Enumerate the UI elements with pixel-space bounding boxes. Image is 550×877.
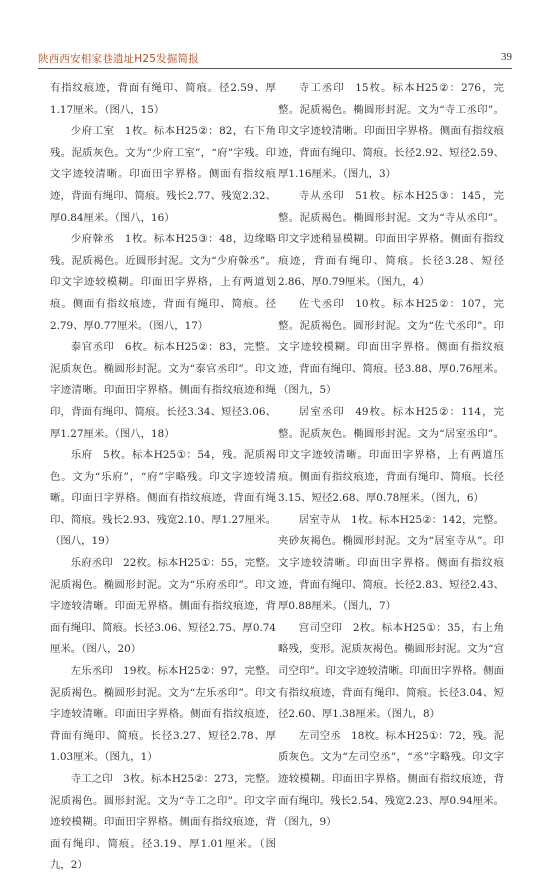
running-header xyxy=(38,48,512,69)
entry-text: 3枚。标本H25②：273，完整。泥质褐色。圆形封泥。文为“寺工之印”。印文字迹较模糊。印面田字界格。侧面有指纹痕迹，背面有绳印、简痕。径3.19、厚1.01厘米。（图九，2） xyxy=(50,773,276,872)
entry-text: 5枚。标本H25①：54，残。泥质褐色。文为“乐府”，“府”字略残。印文字迹较清晰。印面日字界格。侧面有指纹痕迹，背面有绳印、简痕。残长2.93、残宽2.10、厚1.27厘米。（图八，19） xyxy=(50,449,277,548)
entry-paragraph xyxy=(50,445,276,553)
journal-running-title: 陕西西安相家巷遗址H25发掘简报 xyxy=(38,53,199,65)
entry-text: 19枚。标本H25②：97，完整。泥质褐色。椭圆形封泥。文为“左乐丞印”。印文字迹较清晰。印面田字界格。侧面有指纹痕迹，背面有绳印、简痕。长径3.27、短径2.78、厚1.03厘米。（图九，1） xyxy=(50,665,276,764)
entry-text: 1枚。标本H25②：142，完整。夹砂灰褐色。椭圆形封泥。文为“居室寺从”。印文字迹较清晰。印面田字界格。侧面有指纹痕迹，背面有绳印、简痕。长径2.83、短径2.43、厚0.88厘米。（图九，7） xyxy=(278,513,504,613)
entry-text: 6枚。标本H25②：83，完整。泥质灰色。椭圆形封泥。文为“泰官丞印”。印文字迹清晰。印面田字界格。侧面有指纹痕迹和绳印，背面有绳印、简痕。长径3.34、短径3.06、厚1.27厘米。（图八，18） xyxy=(50,341,276,440)
seal-name: 居室寺从 xyxy=(298,513,341,526)
left-text-column xyxy=(50,78,276,877)
seal-name: 宫司空印 xyxy=(298,621,343,634)
entry-paragraph xyxy=(50,229,276,337)
entry-paragraph xyxy=(278,510,504,618)
entry-text: 49枚。标本H25②：114，完整。泥质灰色。椭圆形封泥。文为“居室丞印”。印文字迹较清晰。印面田字界格，上有两道压痕。侧面有指纹痕迹，背面有绳印、简痕。长径3.15、短径2.68、厚0.78厘米。（图九，6） xyxy=(278,405,504,505)
seal-name: 居室丞印 xyxy=(298,405,345,418)
entry-paragraph xyxy=(278,402,504,510)
entry-text: 1枚。标本H25③：48，边缘略残。泥质褐色。近圆形封泥。文为“少府榦丞”。印文字迹较模糊。印面田字界格，上有两道划痕。侧面有指纹痕迹，背面有绳印、简痕。径2.79、厚0.77厘米。（图八，17） xyxy=(50,233,276,332)
seal-name: 泰官丞印 xyxy=(70,341,115,354)
entry-paragraph xyxy=(278,294,504,402)
entry-text: 10枚。标本H25②：107，完整。泥质褐色。圆形封泥。文为“佐弋丞印”。印文字迹较模糊。印面田字界格。侧面有指纹痕迹，背面有绳印、简痕。径3.88、厚0.76厘米。（图九，5） xyxy=(278,297,504,397)
entry-text: 2枚。标本H25①：35，右上角略残，变形。泥质灰褐色。椭圆形封泥。文为“宫司空印”。印文字迹较清晰。印面田字界格。侧面有指纹痕迹，背面有绳印、简痕。长径3.04、短径2.60、厚1.38厘米。（图九，8） xyxy=(278,621,504,721)
seal-name: 寺从丞印 xyxy=(298,189,345,202)
seal-name: 少府榦丞 xyxy=(70,233,115,246)
seal-name: 左司空丞 xyxy=(298,729,341,742)
entry-paragraph xyxy=(50,121,276,229)
entry-text: 22枚。标本H25①：55，完整。泥质褐色。椭圆形封泥。文为“乐府丞印”。印文字迹较清晰。印面无界格。侧面有指纹痕迹，背面有绳印、简痕。长径3.06、短径2.75、厚0.74厘米。（图八，20） xyxy=(50,557,276,656)
right-text-column xyxy=(278,78,504,834)
seal-name: 佐弋丞印 xyxy=(298,297,345,310)
entry-paragraph xyxy=(278,78,504,186)
seal-name: 寺工之印 xyxy=(70,773,113,785)
page-number: 39 xyxy=(501,51,512,63)
entry-paragraph xyxy=(50,661,276,769)
entry-text: 18枚。标本H25①：72，残。泥质灰色。文为“左司空丞”，“丞”字略残。印文字迹较模糊。印面田字界格。侧面有指纹痕迹，背面有绳印。残长2.54、残宽2.23、厚0.94厘米。（图九，9） xyxy=(278,729,504,829)
seal-name: 左乐丞印 xyxy=(70,665,113,678)
seal-name: 乐府 xyxy=(70,449,93,462)
entry-text: 1枚。标本H25②：82，右下角残。泥质灰色。文为“少府工室”，“府”字残。印文字迹较清晰。印面田字界格。侧面有指纹痕迹，背面有绳印、简痕。残长2.77、残宽2.32、厚0.84厘米。（图八，16） xyxy=(50,125,276,224)
entry-paragraph xyxy=(278,186,504,294)
entry-paragraph xyxy=(50,337,276,445)
entry-paragraph xyxy=(50,553,276,661)
entry-paragraph xyxy=(278,618,504,726)
entry-text: 15枚。标本H25②：276，完整。泥质褐色。椭圆形封泥。文为“寺工丞印”。印文字迹较清晰。印面田字界格。侧面有指纹痕迹，背面有绳印、简痕。长径2.92、短径2.59、厚1.16厘米。（图九，3） xyxy=(278,82,504,181)
entry-paragraph xyxy=(50,769,276,877)
seal-name: 乐府丞印 xyxy=(70,557,113,570)
entry-text: 有指纹痕迹，背面有绳印、简痕。径2.59、厚1.17厘米。（图八，15） xyxy=(50,82,276,116)
entry-paragraph xyxy=(278,726,504,834)
entry-paragraph xyxy=(50,78,276,121)
seal-name: 少府工室 xyxy=(70,125,115,138)
entry-text: 51枚。标本H25③：145，完整。泥质褐色。椭圆形封泥。文为“寺从丞印”。印文字迹稍显模糊。印面田字界格。侧面有指纹痕迹，背面有绳印、简痕。长径3.28、短径2.86、厚0.79厘米。（图九，4） xyxy=(278,189,504,289)
seal-name: 寺工丞印 xyxy=(298,82,345,94)
